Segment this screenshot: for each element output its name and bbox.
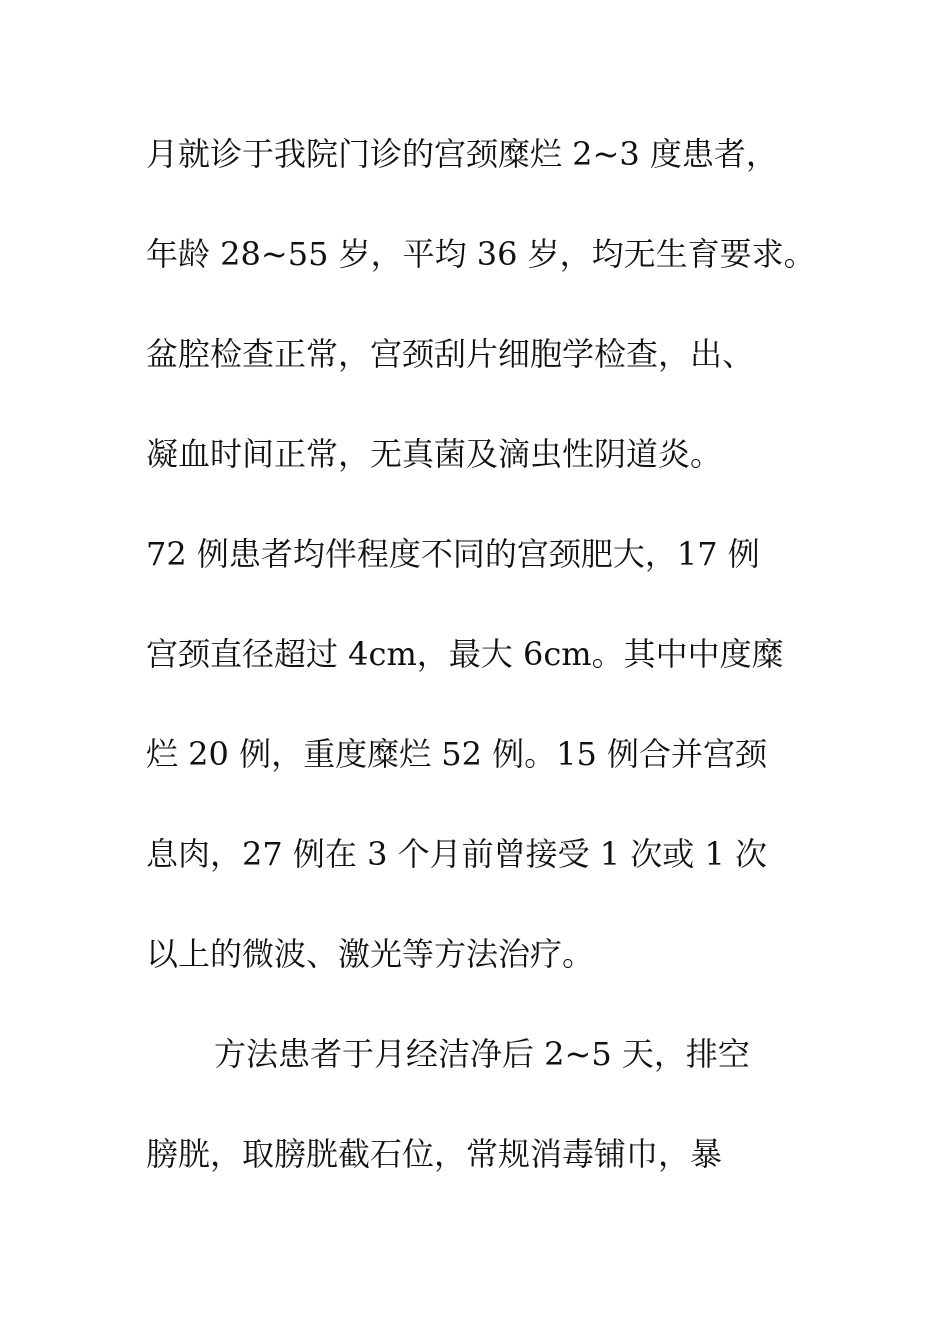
text-line: 年龄 28~55 岁，平均 36 岁，均无生育要求。 [146,235,816,273]
text-line: 盆腔检查正常，宫颈刮片细胞学检查，出、 [146,335,755,373]
text-line: 72 例患者均伴程度不同的宫颈肥大，17 例 [146,535,760,573]
text-line: 膀胱，取膀胱截石位，常规消毒铺巾，暴 [146,1135,723,1173]
text-line: 凝血时间正常，无真菌及滴虫性阴道炎。 [146,435,723,473]
text-line: 息肉，27 例在 3 个月前曾接受 1 次或 1 次 [146,835,768,873]
body-text [146,126,826,1226]
paragraph-start-line: 方法患者于月经洁净后 2~5 天，排空 [214,1035,750,1073]
text-line: 宫颈直径超过 4cm，最大 6cm。其中中度糜 [146,635,784,673]
text-line: 月就诊于我院门诊的宫颈糜烂 2~3 度患者， [146,135,778,173]
text-line: 烂 20 例，重度糜烂 52 例。15 例合并宫颈 [146,735,768,773]
text-line: 以上的微波、激光等方法治疗。 [146,935,595,973]
